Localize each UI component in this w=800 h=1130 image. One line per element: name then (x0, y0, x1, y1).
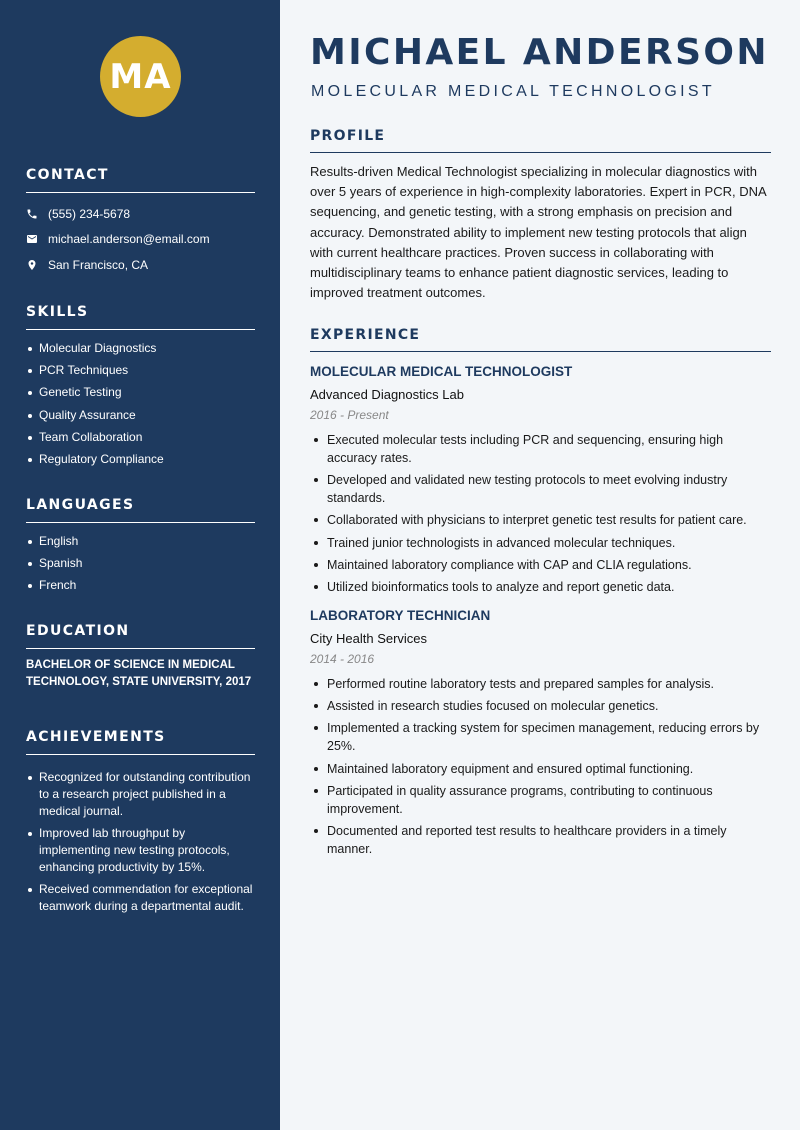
contact-section (26, 167, 255, 278)
experience-section (310, 327, 771, 862)
list-item: Executed molecular tests including PCR and sequencing, ensuring high accuracy rates. (310, 431, 771, 467)
list-item: Team Collaboration (26, 429, 255, 446)
skills-heading: SKILLS (26, 304, 255, 330)
profile-heading: PROFILE (310, 128, 771, 153)
candidate-role: MOLECULAR MEDICAL TECHNOLOGIST (311, 83, 715, 100)
list-item: Recognized for outstanding contribution to a research project published in a medical journal. (26, 769, 255, 820)
avatar: MA (100, 36, 181, 117)
list-item: Molecular Diagnostics (26, 340, 255, 357)
languages-section (26, 497, 255, 600)
phone-text: (555) 234-5678 (48, 206, 131, 221)
list-item: PCR Techniques (26, 362, 255, 379)
list-item: Quality Assurance (26, 407, 255, 424)
education-line: TECHNOLOGY, STATE UNIVERSITY, 2017 (26, 676, 252, 688)
languages-heading: LANGUAGES (26, 497, 255, 523)
job-entry (310, 364, 771, 596)
list-item: Improved lab throughput by implementing new testing protocols, enhancing productivity by 15%. (26, 825, 255, 876)
list-item: Maintained laboratory compliance with CAP and CLIA regulations. (310, 556, 771, 574)
list-item: Genetic Testing (26, 384, 255, 401)
location-text: San Francisco, CA (48, 257, 149, 272)
list-item: English (26, 533, 255, 550)
email-link[interactable]: michael.anderson@email.com (48, 232, 210, 247)
education-section (26, 623, 255, 691)
list-item: Trained junior technologists in advanced molecular techniques. (310, 534, 771, 552)
job-title: LABORATORY TECHNICIAN (310, 607, 491, 623)
list-item: Developed and validated new testing protocols to meet evolving industry standards. (310, 471, 771, 507)
profile-section (310, 128, 771, 303)
list-item: Collaborated with physicians to interpret genetic test results for patient care. (310, 511, 771, 529)
list-item: Participated in quality assurance programs, contributing to continuous improvement. (310, 782, 771, 818)
achievements-section (26, 729, 255, 920)
achievements-list (26, 769, 255, 915)
list-item: Performed routine laboratory tests and prepared samples for analysis. (310, 675, 771, 693)
contact-location (26, 252, 255, 278)
candidate-name: MICHAEL ANDERSON (310, 32, 769, 73)
list-item: Maintained laboratory equipment and ensured optimal functioning. (310, 760, 771, 778)
list-item: Spanish (26, 555, 255, 572)
job-entry (310, 608, 771, 858)
job-company: City Health Services (310, 630, 428, 646)
job-bullets (310, 431, 771, 596)
job-title: MOLECULAR MEDICAL TECHNOLOGIST (310, 364, 573, 379)
achievements-heading: ACHIEVEMENTS (26, 729, 255, 755)
list-item: Documented and reported test results to healthcare providers in a timely manner. (310, 822, 771, 858)
skills-section (26, 304, 255, 473)
profile-text: Results-driven Medical Technologist specializing in molecular diagnostics with over 5 years of experience in high-complexity laboratories. Expert in PCR, DNA sequencing, and genetic testing, with a strong emphasis on precision and accuracy. Demonstrated ability to implement new testing protocols that align with current healthcare practices. Proven success in collaborating with multidisciplinary teams to enhance patient diagnostic services, leading to improved treatment outcomes. (310, 164, 766, 301)
list-item: Utilized bioinformatics tools to analyze and report genetic data. (310, 578, 771, 596)
skills-list (26, 340, 255, 468)
phone-icon (26, 208, 48, 220)
education-degree (26, 657, 255, 691)
education-heading: EDUCATION (26, 623, 255, 649)
list-item: French (26, 577, 255, 594)
education-line: BACHELOR OF SCIENCE IN MEDICAL (26, 659, 235, 671)
job-dates: 2014 - 2016 (310, 651, 375, 666)
list-item: Assisted in research studies focused on molecular genetics. (310, 697, 771, 715)
contact-phone (26, 201, 255, 227)
list-item: Received commendation for exceptional teamwork during a departmental audit. (26, 881, 255, 915)
list-item: Implemented a tracking system for specimen management, reducing errors by 25%. (310, 719, 771, 755)
location-pin-icon (26, 259, 48, 271)
contact-heading: CONTACT (26, 167, 255, 193)
mail-icon (26, 233, 48, 245)
list-item: Regulatory Compliance (26, 451, 255, 468)
experience-heading: EXPERIENCE (310, 327, 771, 352)
contact-email (26, 227, 255, 253)
languages-list (26, 533, 255, 594)
job-company: Advanced Diagnostics Lab (310, 387, 464, 402)
job-bullets (310, 675, 771, 858)
job-dates: 2016 - Present (310, 408, 389, 422)
sidebar (0, 0, 280, 1130)
